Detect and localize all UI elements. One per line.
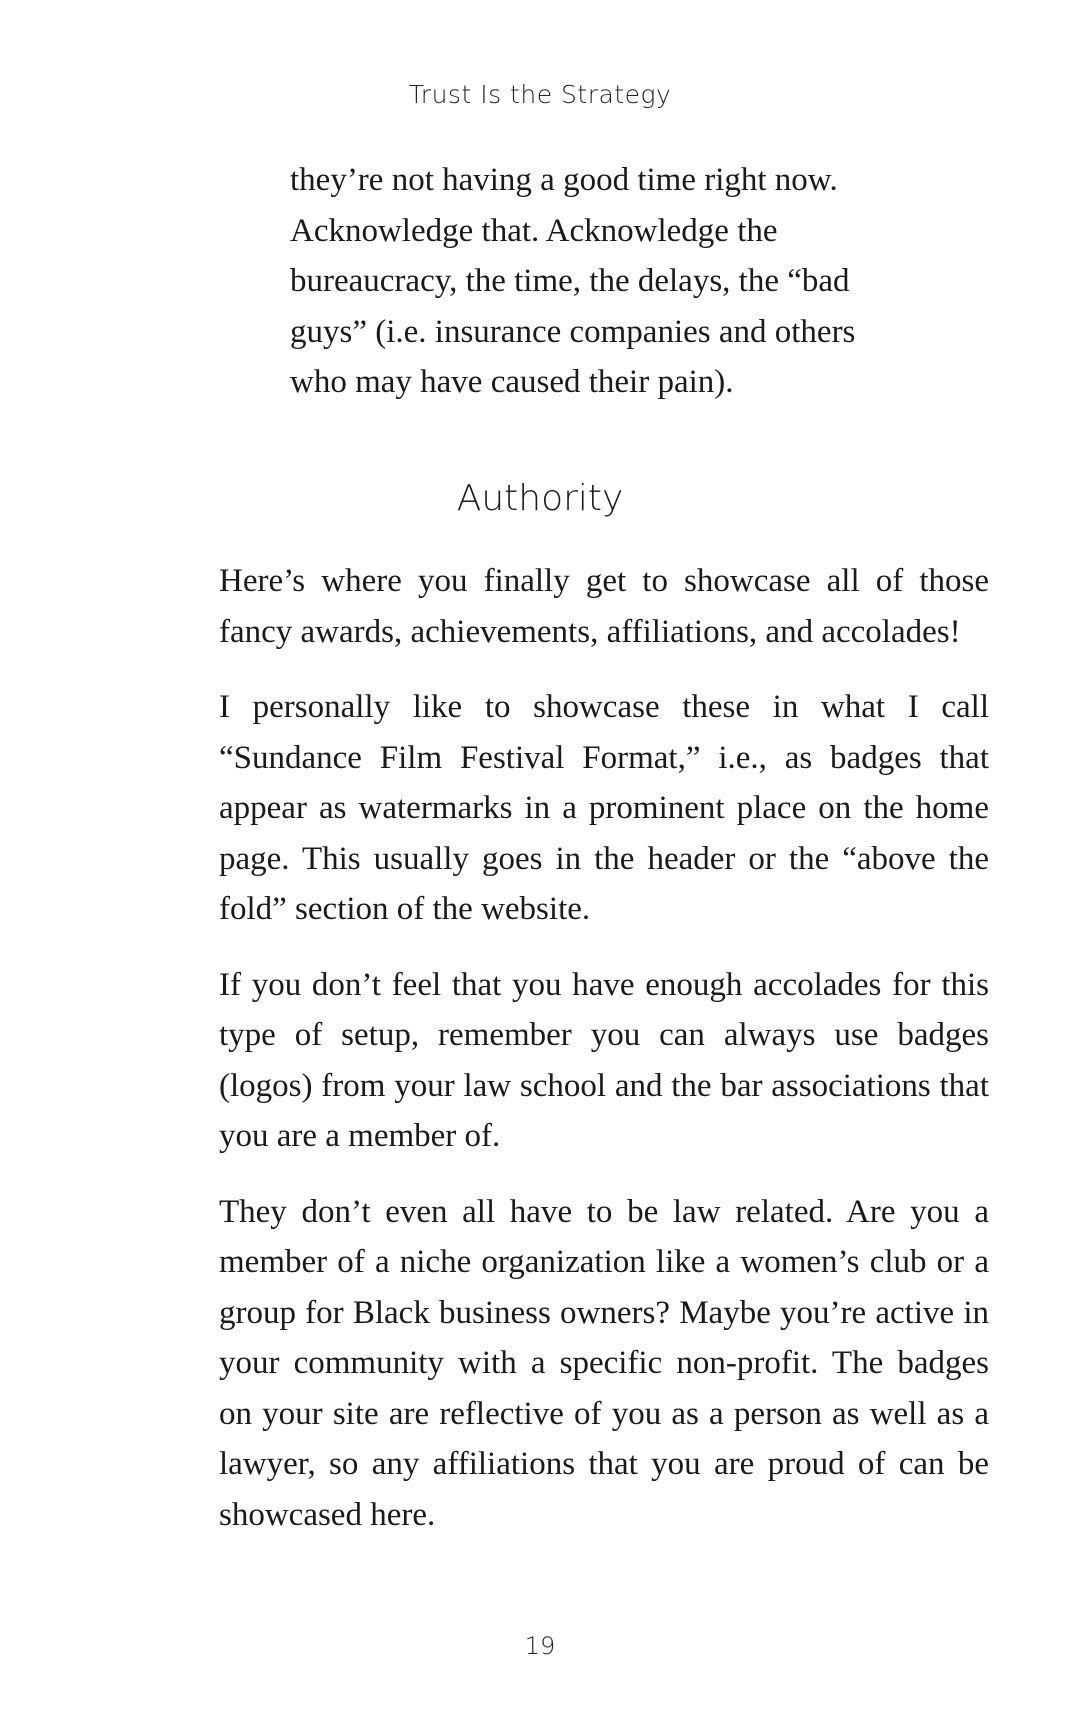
quote-paragraph: they’re not having a good time right now. Acknowledge that. Acknowledge the bureaucracy, the time, the delays, the “bad guys” (i.e. insurance companies and others who may have caused their pain). (290, 162, 856, 400)
paragraph-2: I personally like to showcase these in what I call “Sundance Film Festival Format,” i.e., as badges that appear as watermarks in a prominent place on the home page. This usually goes in the header or the “above the fold” section of the website. (219, 689, 989, 927)
body-text (219, 556, 989, 1565)
paragraph-4: They don’t even all have to be law related. Are you a member of a niche organization like a women’s club or a group for Black business owners? Maybe you’re active in your community with a specific non-profit. The badges on your site are reflective of you as a person as well as a lawyer, so any affiliations that you are proud of can be showcased here. (219, 1193, 989, 1533)
paragraph-1: Here’s where you finally get to showcase all of those fancy awards, achievements, affiliations, and accolades! (219, 563, 989, 650)
paragraph-3: If you don’t feel that you have enough accolades for this type of setup, remember you can always use badges (logos) from your law school and the bar associations that you are a member of. (219, 966, 989, 1154)
section-heading: Authority (456, 478, 624, 519)
running-header: Trust Is the Strategy (408, 80, 672, 109)
indented-quote (290, 155, 890, 408)
page-number: 19 (524, 1632, 556, 1660)
